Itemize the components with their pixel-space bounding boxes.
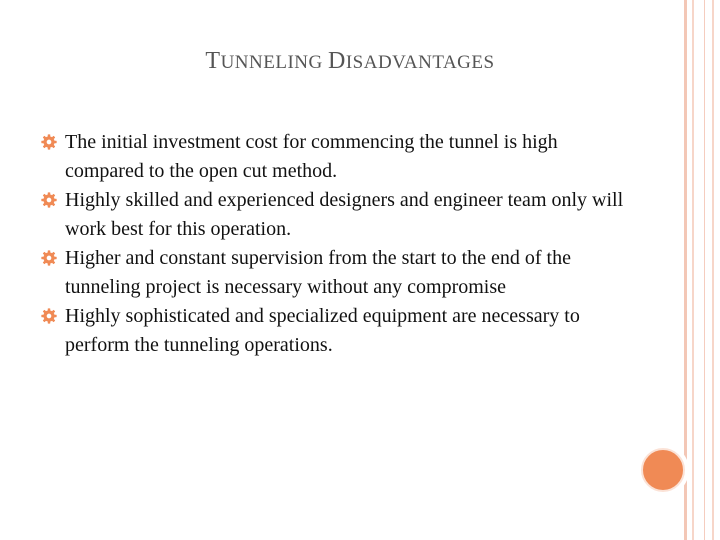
border-line <box>704 0 705 540</box>
title-small-caps: UNNELING <box>220 52 328 73</box>
gear-icon <box>40 249 58 267</box>
list-item <box>40 128 630 186</box>
border-line <box>712 0 714 540</box>
gear-icon <box>40 191 58 209</box>
bullet-text: Highly sophisticated and specialized equipment are necessary to perform the tunneling operations. <box>65 305 580 356</box>
title-cap: T <box>205 48 221 74</box>
border-line <box>692 0 694 540</box>
bullet-text: The initial investment cost for commencing the tunnel is high compared to the open cut method. <box>65 131 558 182</box>
bullet-list <box>40 128 630 360</box>
list-item <box>40 244 630 302</box>
slide-title <box>120 48 580 75</box>
title-cap: D <box>327 48 346 74</box>
gear-icon <box>40 307 58 325</box>
list-item <box>40 186 630 244</box>
decorative-circle <box>641 448 685 492</box>
title-small-caps: ISADVANTAGES <box>345 52 495 73</box>
list-item <box>40 302 630 360</box>
bullet-text: Higher and constant supervision from the start to the end of the tunneling project is necessary without any compromise <box>65 247 571 298</box>
gear-icon <box>40 133 58 151</box>
bullet-text: Highly skilled and experienced designers and engineer team only will work best for this operation. <box>65 189 624 240</box>
